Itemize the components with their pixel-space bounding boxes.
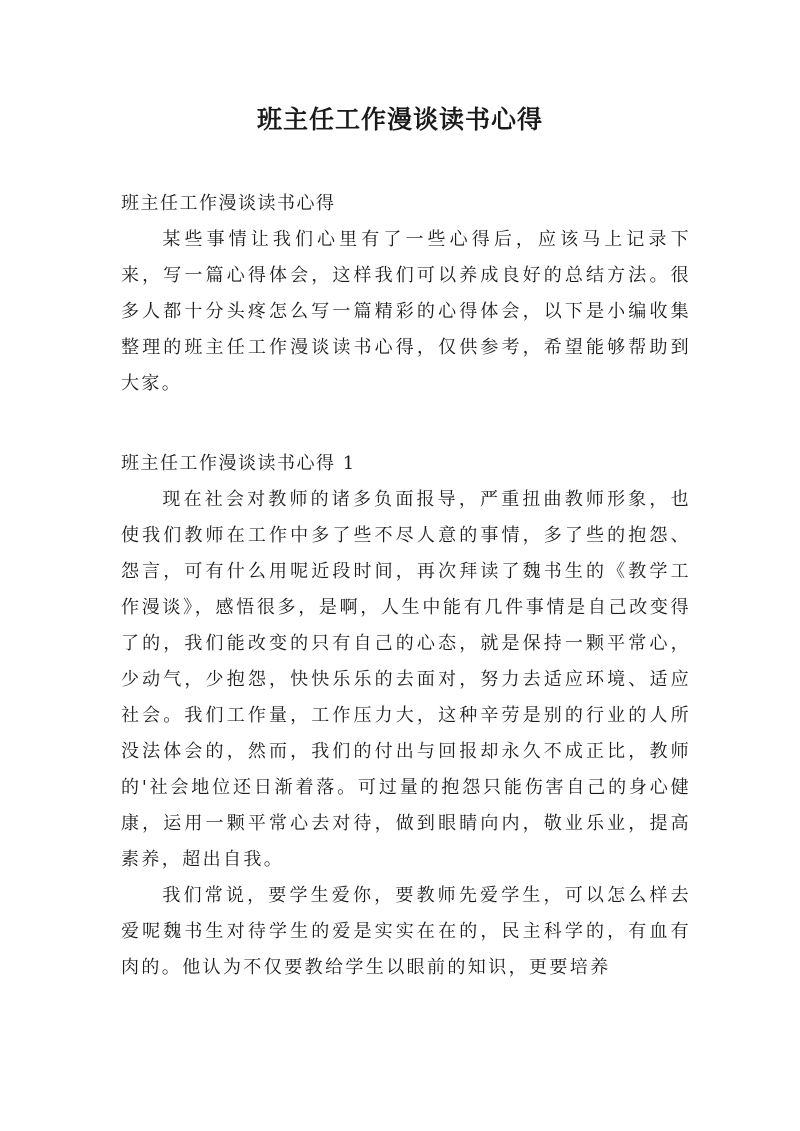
document-body (121, 186, 691, 986)
document-title: 班主任工作漫谈读书心得 (256, 105, 543, 134)
paragraph: 现在社会对教师的诸多负面报导，严重扭曲教师形象，也使我们教师在工作中多了些不尽人意的事情，多了些的抱怨、怨言，可有什么用呢近段时间，再次拜读了魏书生的《教学工作漫谈》，感悟很多，是啊，人生中能有几件事情是自己改变得了的，我们能改变的只有自己的心态，就是保持一颗平常心，少动气，少抱怨，快快乐乐的去面对，努力去适应环境、适应社会。我们工作量，工作压力大，这种辛劳是别的行业的人所没法体会的，然而，我们的付出与回报却永久不成正比，教师的'社会地位还日渐着落。可过量的抱怨只能伤害自己的身心健康，运用一颗平常心去对待，做到眼睛向内，敬业乐业，提高素养，超出自我。 (121, 489, 691, 870)
section-heading: 班主任工作漫谈读书心得 1 (121, 453, 356, 474)
section-intro (121, 186, 691, 402)
section-1 (121, 446, 691, 986)
section-heading: 班主任工作漫谈读书心得 (121, 193, 336, 214)
paragraph: 某些事情让我们心里有了一些心得后，应该马上记录下来，写一篇心得体会，这样我们可以养成良好的总结方法。很多人都十分头疼怎么写一篇精彩的心得体会，以下是小编收集整理的班主任工作漫谈读书心得，仅供参考，希望能够帮助到大家。 (121, 229, 691, 394)
section-spacer (121, 402, 691, 446)
paragraph: 我们常说，要学生爱你，要教师先爱学生，可以怎么样去爱呢魏书生对待学生的爱是实实在在的，民主科学的，有血有肉的。他认为不仅要教给学生以眼前的知识，更要培养 (121, 885, 691, 978)
